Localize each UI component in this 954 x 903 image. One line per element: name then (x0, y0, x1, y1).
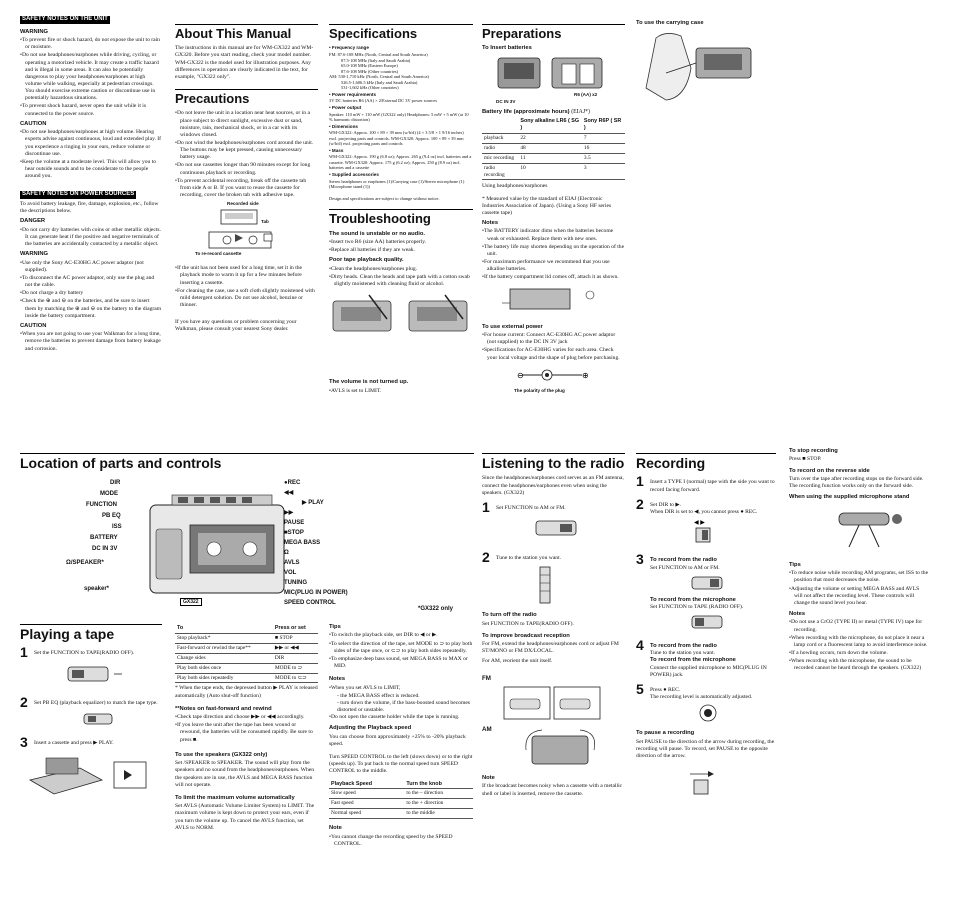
list-item: • To prevent shock hazard, never open the unit while it is connected to the power source. (20, 103, 162, 117)
carrying-column (636, 20, 776, 107)
table-row: Slow speed to the – direction (329, 789, 473, 799)
microphone-stand-illustration (829, 503, 919, 553)
fig-tab-label: Tab (261, 219, 269, 225)
speakers-title: To use the speakers (GX322 only) (175, 751, 268, 758)
rec-tips-title: Tips (789, 561, 801, 568)
play-notes-list (329, 685, 473, 722)
playback-table (175, 624, 318, 683)
part-label-megabass: MEGA BASS (284, 540, 321, 546)
preparations-column (482, 24, 625, 394)
rec-step-2: 2 Set DIR to ▶. When DIR is set to ◀, you cannot press ● REC. (636, 495, 758, 515)
radio-off-text: Set FUNCTION to TAPE(RADIO OFF). (482, 620, 574, 627)
limit-text: Set AVLS (Automatic Volume Limiter System) to LIMIT. The maximum volume is kept down to protect your ears, even if you turn the volume up. To cancel the AVLS function, set AVLS to NORM. (175, 803, 315, 831)
list-item: • Do not use cassettes longer than 90 minutes except for long continuous playback or recording. (175, 162, 318, 176)
spec-freq-line: 87.5-108 MHz (Italy and Saudi Arabia) (341, 57, 411, 63)
fig-rerecord-label: To re-record cassette (195, 251, 242, 257)
play-tips-title: Tips (329, 624, 341, 630)
spec-freq-title: • Frequency range (329, 45, 369, 51)
play-tips-list (329, 632, 473, 670)
playing-step-2: 2 Set PB EQ (playback equalizer) to match the tape type. (20, 694, 158, 711)
svg-text:⊖: ⊖ (517, 370, 524, 380)
spec-dim-title: • Dimensions (329, 123, 358, 129)
step-number: 2 (636, 495, 644, 512)
part-label-rewind: ◀◀ (284, 490, 294, 496)
carrying-case-illustration (636, 28, 766, 103)
list-item: • Do not use headphones/earphones while driving, cycling, or operating a motorized vehicle. It may create a traffic hazard and is illegal in some areas. It can also be potentially dangerous to play your headphones/earphones at high volume while walking, especially at pedestrian crossings. You should exercise extreme caution or discontinue use in potentially hazardous situations. (20, 52, 162, 102)
table-row: Play both sides repeatedly MODE to ⊂⊃ (175, 673, 318, 683)
about-column (175, 24, 318, 336)
step-number: 1 (20, 644, 28, 661)
location-section (20, 453, 474, 615)
step-number: 3 (20, 733, 28, 750)
speed-text-1: You can choose from approximately +25% to -20% playback speed. (329, 733, 466, 747)
table-row: To Press or set (175, 624, 318, 633)
safety-power-danger-list (20, 227, 162, 248)
list-item: • Do not wind the headphones/earphones cord around the unit. The buttons may be kept pressed, causing unnecessary battery usage. (175, 140, 318, 161)
spec-acc-text: Stereo headphones or earphones (1)/Carrying case (1)/Stereo microphone (1) (Microphone stand (1)) (329, 178, 465, 190)
radio-column (482, 453, 625, 800)
fig-dcin-label: DC IN 3V (496, 98, 516, 104)
step-number: 4 (636, 636, 644, 653)
list-item: • If you leave the unit after the tape has been wound or rewound, the batteries will be consumed rapidly. Be sure to press ■. (175, 722, 318, 743)
stop-rec-title: To stop recording (789, 448, 838, 454)
stand-title: When using the supplied microphone stand (789, 494, 910, 501)
speed-text-2: Turn SPEED CONTROL to the left (slows down) or to the right (speeds up). To put back to the normal speed turn SPEED CONTROL to the middle. (329, 754, 473, 775)
using-headphones-text: Using headphones/earphones (482, 183, 548, 190)
eiaj-note: * Measured value by the standard of EIAJ (Electronic Industries Association of Japan). (Using a Sony HF series cassette tape) (482, 195, 612, 216)
radio-off-title: To turn off the radio (482, 612, 537, 619)
speed-table (329, 780, 473, 820)
part-label-stop: ■STOP (284, 530, 304, 536)
spec-freq-line: 87.6-108 MHz (Other countries) (341, 68, 399, 74)
part-label-play: ▶ PLAY (302, 500, 324, 506)
improve-text-2: For AM, reorient the unit itself. (482, 657, 553, 664)
gx322-badge: GX322 (180, 598, 202, 606)
improve-title: To improve broadcast reception (482, 632, 570, 639)
safety-power-intro: To avoid battery leakage, fire, damage, explosion, etc., follow the descriptions below. (20, 200, 159, 215)
part-label-ffwd: ▶▶ (284, 510, 294, 516)
part-label-tuning: TUNING (284, 580, 307, 586)
list-subitem: - turn down the volume, if the bass-boosted sound becomes distorted or unstable. (337, 699, 470, 714)
speed-title: Adjusting the Playback speed (329, 725, 412, 732)
battery-life-title: Battery life (approximate hours) (EIAJ*) (482, 108, 590, 115)
recording-column-1 (636, 453, 776, 801)
rec-function-am-illustration (688, 574, 728, 592)
spec-power-text: 3V DC batteries R6 (AA) × 2/External DC 3V power sources (329, 98, 437, 104)
list-item: • Insert two R6 (size AA) batteries properly. (329, 239, 473, 246)
precautions-heading: Precautions (175, 89, 318, 106)
list-item: • The BATTERY indicator dims when the batteries become weak or exhausted. Replace them with new ones. (482, 228, 625, 242)
list-item: • When you are not going to use your Walkman for a long time, remove the batteries to prevent damage from battery leakage and corrosion. (20, 331, 162, 352)
fig-polarity-label: The polarity of the plug (514, 387, 565, 393)
trouble-p2-list (329, 266, 473, 288)
play-notes-title: Notes (329, 676, 346, 683)
rec-notes-list (789, 619, 929, 672)
spec-power-title: • Power requirements (329, 91, 377, 97)
fig-r6-label: R6 (AA) x2 (574, 91, 598, 97)
step-number: 2 (20, 694, 28, 711)
spec-freq-line: FM: 87.6-108 MHz (North, Central and South America) (329, 52, 428, 58)
part-label-iss: ISS (112, 524, 122, 530)
pause-title: To pause a recording (636, 730, 695, 737)
precautions-list-2 (175, 265, 318, 309)
reverse-title: To record on the reverse side (789, 467, 870, 474)
rec-tips-list (789, 570, 929, 607)
insert-cassette-illustration (20, 750, 160, 800)
list-item: • To emphasize deep bass sound, set MEGA BASS to MAX or MID. (329, 656, 473, 670)
about-text: The instructions in this manual are for WM-GX322 and WM-GX320. Before you start reading, check your model number. WM-GX322 is the model used for illustration purposes. Any differences in operation are clearly indicated in the text, for example, "GX322 only". (175, 45, 314, 80)
list-item: • To prevent fire or shock hazard, do not expose the unit to rain or moisture. (20, 37, 162, 51)
spec-output-text: Speaker: 110 mW + 110 mW (GX322 only) Headphones: 5 mW + 5 mW (at 10 % harmonic distortion) (329, 111, 469, 122)
list-item: • Check the ⊕ and ⊖ on the batteries, and be sure to insert them by matching the ⊕ and ⊖ on the battery to the diagram inside the battery compartment. (20, 298, 162, 319)
playing-column-2 (175, 624, 318, 834)
reverse-text: Turn over the tape after recording stops on the forward side. The recording function works only on the forward side. (789, 475, 924, 490)
safety-power-warning-list (20, 260, 162, 320)
list-item: • To switch the playback side, set DIR to ◀ or ▶. (329, 632, 473, 639)
specs-column (329, 24, 473, 396)
rec-step-4: 4 To record from the radio Tune to the station you want. To record from the microphone Connect the supplied microphone to MIC(PLUG IN POWER) jack. (636, 636, 767, 678)
pbeq-switch-illustration (80, 711, 120, 727)
playing-step-3: 3 Insert a cassette and press ▶ PLAY. (20, 733, 114, 750)
speed-note-list (329, 834, 473, 848)
radio-note-title: Note (482, 774, 495, 781)
part-label-function: FUNCTION (86, 502, 117, 508)
list-item: • Do not use headphones/earphones at high volume. Hearing experts advise against continuous, loud and extended play. If you experience a ringing in your ears, reduce volume or discontinue use. (20, 129, 162, 158)
list-item: • For cleaning the case, use a soft cloth slightly moistened with mild detergent solution. Do not use alcohol, benzine or thinner. (175, 288, 318, 309)
spec-dim-text: WM-GX322: Approx. 100 × 89 × 39 mm (w/h/d) (4 × 3 5/8 × 1 9/16 inches) excl. projecting parts and controls. WM-GX320: Approx. 100 × 89 × 39 mm (w/h/d) excl. projecting parts and controls (329, 130, 464, 147)
table-row: Sony alkaline LR6 ( SG ) Sony R6P ( SR ) (482, 117, 625, 133)
list-subitem: - the MEGA BASS effect is reduced. (337, 692, 420, 699)
walkman-illustration (142, 485, 292, 605)
rec-button-icon (698, 703, 718, 723)
spec-acc-title: • Supplied accessories (329, 171, 379, 177)
headphone-icon: Ω (284, 550, 289, 556)
rec-step-5: 5 Press ● REC. The recording level is automatically adjusted. (636, 680, 753, 701)
pause-switch-illustration (688, 768, 718, 798)
function-switch-illustration (532, 517, 592, 541)
part-label-vol: VOL (284, 570, 297, 576)
table-footnote: * When the tape ends, the depressed button ▶ PLAY is released automatically (Auto shut-off function) (175, 685, 318, 699)
tuning-dial-illustration (536, 565, 556, 605)
radio-intro: Since the headphones/earphones cord serves as an FM antenna, connect the headphones/earphones even when using the speakers. (GX322) (482, 475, 624, 496)
list-item: • To select the direction of the tape, set MODE to ⊃ to play both sides of the tape once, or ⊂⊃ to play both sides repeatedly. (329, 641, 473, 655)
radio-note-text: If the broadcast becomes noisy when a cassette with a metallic shell or label is inserted, remove the cassette. (482, 783, 623, 797)
list-item: • If a howling occurs, turn down the volume. (789, 650, 929, 657)
list-item: • For house current: Connect AC-E30HG AC power adaptor (not supplied) to the DC IN 3V jack (482, 332, 625, 346)
radio-step-2: 2 Tune to the station you want. (482, 548, 562, 565)
table-row: Play both sides once MODE to ⊃ (175, 663, 318, 673)
part-label-speaker: speaker* (84, 586, 110, 592)
svg-text:⊕: ⊕ (582, 370, 589, 380)
list-item: • Clean the headphones/earphones plug. (329, 266, 473, 273)
part-label-speed: SPEED CONTROL (284, 600, 336, 606)
list-item: • When recording with the microphone, do not place it near a lamp cord or a fluorescent lamp to avoid interference noise. (789, 635, 929, 649)
list-item: • Do not charge a dry battery (20, 290, 162, 297)
fm-label: FM (482, 674, 491, 682)
table-row: Change sides DIR (175, 653, 318, 663)
list-item: • Do not use a CrO2 (TYPE II) or metal (TYPE IV) tape for recording. (789, 619, 929, 633)
list-item: • Replace all batteries if they are weak. (329, 247, 473, 254)
playing-step-1: 1 Set the FUNCTION to TAPE(RADIO OFF). (20, 644, 135, 661)
step-number: 1 (636, 473, 644, 490)
list-item: • Use only the Sony AC-E30HG AC power adaptor (not supplied). (20, 260, 162, 274)
list-item: • If the battery compartment lid comes off, attach it as shown. (482, 274, 625, 281)
table-row: Playback Speed Turn the knob (329, 780, 473, 789)
speed-note-title: Note (329, 825, 342, 832)
ext-power-list (482, 332, 625, 362)
carrying-case-title: To use the carrying case (636, 20, 704, 26)
list-item: • You cannot change the recording speed by the SPEED CONTROL. (329, 834, 473, 848)
preparations-heading: Preparations (482, 24, 625, 41)
table-row: Fast-forward or rewind the tape** ▶▶ or ◀◀ (175, 643, 318, 653)
part-label-mic: MIC(PLUG IN POWER) (284, 590, 348, 596)
list-item: • For maximum performance we recommend that you use alkaline batteries. (482, 259, 625, 273)
ext-power-title: To use external power (482, 323, 543, 330)
safety-unit-heading: SAFETY NOTES ON THE UNIT (22, 16, 108, 22)
stop-rec-text: Press ■ STOP. (789, 456, 822, 463)
safety-unit-warning-list (20, 37, 162, 118)
list-item: • Dirty heads. Clean the heads and tape path with a cotton swab slightly moistened with cleaning fluid or alcohol. (329, 274, 473, 288)
safety-unit-warning-title: WARNING (20, 28, 49, 35)
safety-unit-caution-title: CAUTION (20, 120, 47, 127)
spec-freq-line: 531-1,602 kHz (Other countries) (341, 85, 399, 91)
spec-mass-text: WM-GX322: Approx. 190 g (6.8 oz); Approx. 265 g (9.4 oz) incl. batteries and a cassette. WM-GX320: Approx. 175 g (6.2 oz); Approx. 250 g (8.9 oz) incl. batteries and a cassette (329, 154, 472, 171)
location-heading: Location of parts and controls (20, 453, 474, 471)
limit-title: To limit the maximum volume automatically (175, 794, 295, 801)
playing-column-1 (20, 624, 162, 804)
list-item: • Check tape direction and choose ▶▶ or ◀◀ accordingly. (175, 714, 318, 721)
spec-mass-title: • Mass (329, 147, 344, 153)
part-label-speaker-switch: Ω/SPEAKER* (66, 560, 104, 566)
spec-output-title: • Power output (329, 104, 362, 110)
part-label-dir: DIR (110, 480, 121, 486)
part-label-avls: AVLS (284, 560, 300, 566)
dir-switch-illustration (692, 518, 716, 546)
improve-text-1: For FM, extend the headphones/earphones cord or adjust FM ST/MONO or FM DX/LOCAL. (482, 641, 619, 655)
radio-heading: Listening to the radio (482, 455, 625, 471)
spec-freq-line: 526.5-1,606.5 kHz (Italy and Saudi Arabia) (341, 79, 418, 85)
playing-column-3 (329, 624, 473, 849)
radio-step-1: 1 Set FUNCTION to AM or FM. (482, 498, 566, 515)
list-item: • To reduce noise while recording AM programs, set ISS to the position that most decreases the noise. (789, 570, 929, 584)
list-item: • To prevent accidental recording, break off the cassette tab from side A or B. If you want to reuse the cassette for recording, cover the broken tab with adhesive tape. (175, 178, 318, 199)
list-item: • When you set AVLS to LIMIT, (329, 685, 473, 692)
rec-step-3-mic: To record from the microphone Set FUNCTION to TAPE (RADIO OFF). (650, 596, 744, 611)
recording-column-2 (789, 448, 929, 674)
part-label-mode: MODE (100, 491, 118, 497)
ff-notes-title: **Notes on fast-forward and rewind (175, 705, 272, 712)
trouble-p1-title: The sound is unstable or no audio. (329, 230, 425, 237)
list-item: • Adjusting the volume or setting MEGA BASS and AVLS will not affect the recording level. These controls will change the sound level you hear. (789, 586, 929, 607)
prep-notes-title: Notes (482, 220, 499, 227)
table-row: radio 48 16 (482, 143, 625, 153)
specs-heading: Specifications (329, 24, 473, 41)
part-label-headphone-jack (284, 550, 289, 558)
spec-note: Design and specifications are subject to change without notice. (329, 195, 440, 201)
spec-freq-line: 65.0-108 MHz (Eastern Europe) (341, 63, 398, 69)
list-item: • Specifications for AC-E30HG varies for each area. Check your local voltage and the shape of plug before purchasing. (482, 347, 625, 361)
safety-unit-caution-list (20, 129, 162, 180)
table-row: Fast speed to the + direction (329, 799, 473, 809)
step-number: 2 (482, 548, 490, 565)
trouble-p3-list (329, 388, 473, 395)
cassette-illustration (207, 208, 287, 256)
safety-power-heading: SAFETY NOTES ON POWER SOURCES (22, 191, 135, 198)
specs-body (329, 45, 473, 201)
list-item: • Do not open the cassette holder while the tape is running. (329, 714, 473, 721)
precautions-closing: If you have any questions or problem concerning your Walkman, please consult your nearest Sony dealer. (175, 319, 297, 333)
playing-heading: Playing a tape (20, 624, 162, 642)
safety-power-danger-title: DANGER (20, 218, 46, 225)
rec-step-1: 1 Insert a TYPE I (normal) tape with the side you want to record facing forward. (636, 473, 775, 493)
cleaning-illustration (329, 291, 473, 341)
list-item: • When recording with the microphone, the sound to be recorded cannot be heard through the speakers. (GX322) (789, 658, 929, 672)
rec-function-tape-illustration (688, 613, 728, 631)
safety-power-warning-title: WARNING (20, 251, 49, 258)
table-row: Normal speed to the middle (329, 809, 473, 819)
table-row: playback 22 7 (482, 133, 625, 143)
trouble-p3-title: The volume is not turned up. (329, 379, 409, 386)
table-row: mic recording 11 3.5 (482, 153, 625, 163)
battery-life-table (482, 117, 625, 180)
list-item: • Do not carry dry batteries with coins or other metallic objects. It can generate heat if the positive and negative terminals of the batteries are accidentally contacted by a metallic object. (20, 227, 162, 248)
safety-column (20, 16, 162, 354)
list-item: • To disconnect the AC power adaptor, only use the plug and not the cable. (20, 275, 162, 289)
battery-lid-illustration (502, 285, 602, 315)
fig-recorded-side-label: Recorded side (227, 201, 259, 207)
function-switch-illustration (64, 663, 124, 685)
about-heading: About This Manual (175, 24, 318, 41)
part-label-pbeq: PB EQ (102, 513, 121, 519)
svg-text:◀ ▶: ◀ ▶ (694, 520, 705, 527)
cassette-tab-figure (175, 201, 318, 261)
am-orient-illustration (522, 728, 602, 768)
ff-notes-list (175, 714, 318, 744)
list-item: • Keep the volume at a moderate level. This will allow you to hear outside sounds and to be considerate to the people around you. (20, 159, 162, 180)
pause-text: Set PAUSE to the direction of the arrow during recording, the recording will pause. To record, set PAUSE to the opposite direction of the arrow. (636, 738, 775, 760)
step-number: 5 (636, 680, 644, 697)
fm-switch-illustration (502, 685, 602, 721)
speakers-text: Set /SPEAKER to SPEAKER. The sound will play from the speakers and no sound from the headphones/earphones. When the speakers are in use, the AVLS and MEGA BASS function will not operate. (175, 760, 315, 788)
trouble-p1-list (329, 239, 473, 254)
list-item: • If the unit has not been used for a long time, set it in the playback mode to warm it up for a few minutes before inserting a cassette. (175, 265, 318, 286)
rec-step-3: 3 To record from the radio Set FUNCTION to AM or FM. (636, 551, 720, 571)
list-item: • Do not leave the unit in a location near heat sources, or in a place subject to direct sunlight, excessive dust or sand, moisture, rain, mechanical shock, or in a car with its windows closed. (175, 110, 318, 139)
rec-notes-title: Notes (789, 611, 806, 618)
recording-heading: Recording (636, 453, 776, 471)
part-label-rec: ●REC (284, 480, 301, 486)
step-number: 1 (482, 498, 490, 515)
spec-freq-line: AM: 530-1,710 kHz (North, Central and South America) (329, 74, 429, 80)
insert-batteries-title: To Insert batteries (482, 45, 532, 52)
table-row: radio recording 10 3 (482, 163, 625, 180)
plug-polarity-illustration (492, 365, 612, 385)
battery-figure (482, 54, 625, 106)
troubleshooting-heading: Troubleshooting (329, 209, 473, 226)
gx322-only-note: *GX322 only (418, 606, 454, 612)
prep-notes-list (482, 228, 625, 281)
part-label-battery: BATTERY (90, 535, 118, 541)
part-label-pause: PAUSE (284, 520, 305, 526)
headphone-icon: Ω (66, 560, 71, 566)
safety-power-caution-title: CAUTION (20, 322, 47, 329)
trouble-p2-title: Poor tape playback quality. (329, 257, 404, 264)
am-label: AM (482, 725, 492, 733)
list-item: • The battery life may shorten depending on the operation of the unit. (482, 244, 625, 258)
list-item: • AVLS is set to LIMIT. (329, 388, 473, 395)
precautions-list (175, 110, 318, 199)
safety-power-caution-list (20, 331, 162, 352)
part-label-dcin: DC IN 3V (92, 546, 118, 552)
step-number: 3 (636, 551, 644, 568)
table-row: Stop playback* ■ STOP (175, 633, 318, 643)
